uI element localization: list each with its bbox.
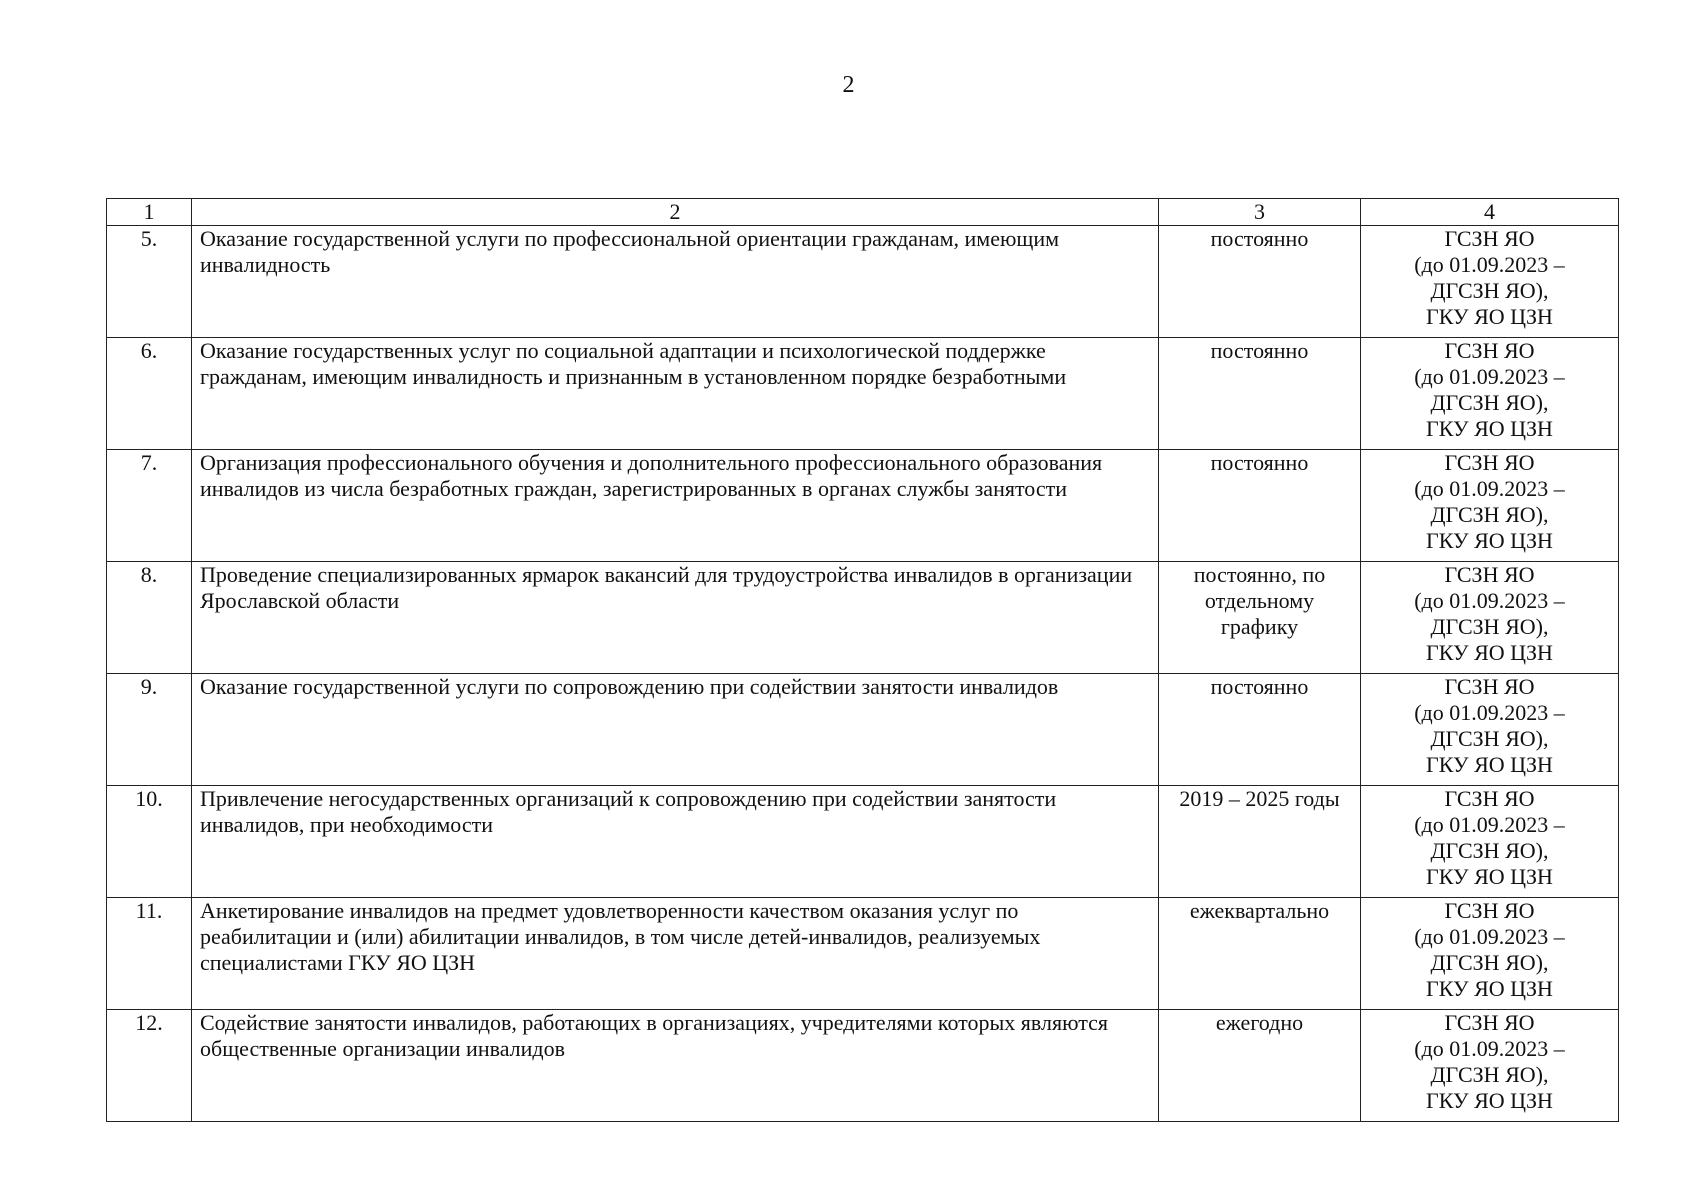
row-number: 7. <box>107 450 192 562</box>
table-row <box>107 674 1619 786</box>
table-row <box>107 338 1619 450</box>
responsible-line: ГСЗН ЯО <box>1444 562 1535 587</box>
table-row <box>107 226 1619 338</box>
responsible-line: ГКУ ЯО ЦЗН <box>1426 640 1553 665</box>
responsible-line: ГКУ ЯО ЦЗН <box>1426 1088 1553 1113</box>
activity-term: постоянно <box>1159 450 1361 562</box>
responsible-line: (до 01.09.2023 – <box>1414 364 1565 389</box>
table-row <box>107 562 1619 674</box>
column-header-1: 1 <box>107 199 192 226</box>
activity-term: 2019 – 2025 годы <box>1159 786 1361 898</box>
responsible-line: ГСЗН ЯО <box>1444 1010 1535 1035</box>
responsible-line: ГКУ ЯО ЦЗН <box>1426 416 1553 441</box>
responsible-line: ГКУ ЯО ЦЗН <box>1426 528 1553 553</box>
activity-description: Анкетирование инвалидов на предмет удовлетворенности качеством оказания услуг по реабилитации и (или) абилитации инвалидов, в том числе детей-инвалидов, реализуемых специалистами ГКУ ЯО ЦЗН <box>192 898 1159 1010</box>
activity-term: ежегодно <box>1159 1010 1361 1122</box>
activity-description: Оказание государственных услуг по социальной адаптации и психологической поддержке гражданам, имеющим инвалидность и признанным в установленном порядке безработными <box>192 338 1159 450</box>
activity-description: Привлечение негосударственных организаций к сопровождению при содействии занятости инвалидов, при необходимости <box>192 786 1159 898</box>
responsible-line: ГСЗН ЯО <box>1444 674 1535 699</box>
activity-description: Организация профессионального обучения и дополнительного профессионального образования инвалидов из числа безработных граждан, зарегистрированных в органах службы занятости <box>192 450 1159 562</box>
responsible-line: ДГСЗН ЯО), <box>1430 502 1549 527</box>
row-number: 12. <box>107 1010 192 1122</box>
responsible-line: ГСЗН ЯО <box>1444 898 1535 923</box>
responsible-executors <box>1361 1010 1619 1122</box>
table-row <box>107 898 1619 1010</box>
column-header-4: 4 <box>1361 199 1619 226</box>
row-number: 6. <box>107 338 192 450</box>
row-number: 11. <box>107 898 192 1010</box>
column-header-2: 2 <box>192 199 1159 226</box>
activity-term: постоянно, по отдельному графику <box>1159 562 1361 674</box>
activity-term: постоянно <box>1159 674 1361 786</box>
responsible-line: (до 01.09.2023 – <box>1414 476 1565 501</box>
page-number: 2 <box>842 72 855 98</box>
responsible-line: ДГСЗН ЯО), <box>1430 838 1549 863</box>
responsible-executors <box>1361 338 1619 450</box>
responsible-line: ДГСЗН ЯО), <box>1430 950 1549 975</box>
row-number: 9. <box>107 674 192 786</box>
responsible-executors <box>1361 786 1619 898</box>
table-row <box>107 786 1619 898</box>
responsible-executors <box>1361 226 1619 338</box>
responsible-line: (до 01.09.2023 – <box>1414 812 1565 837</box>
responsible-line: ГКУ ЯО ЦЗН <box>1426 976 1553 1001</box>
responsible-line: (до 01.09.2023 – <box>1414 1036 1565 1061</box>
activity-term: постоянно <box>1159 226 1361 338</box>
responsible-line: ДГСЗН ЯО), <box>1430 278 1549 303</box>
column-number-row <box>107 199 1619 226</box>
activity-description: Оказание государственной услуги по профессиональной ориентации гражданам, имеющим инвалидность <box>192 226 1159 338</box>
activities-table <box>106 198 1619 1122</box>
activity-description: Проведение специализированных ярмарок вакансий для трудоустройства инвалидов в организации Ярославской области <box>192 562 1159 674</box>
responsible-line: ГСЗН ЯО <box>1444 786 1535 811</box>
row-number: 8. <box>107 562 192 674</box>
responsible-executors <box>1361 898 1619 1010</box>
responsible-line: (до 01.09.2023 – <box>1414 588 1565 613</box>
responsible-executors <box>1361 450 1619 562</box>
responsible-line: ГСЗН ЯО <box>1444 450 1535 475</box>
row-number: 10. <box>107 786 192 898</box>
table-row <box>107 450 1619 562</box>
responsible-line: (до 01.09.2023 – <box>1414 700 1565 725</box>
activity-description: Содействие занятости инвалидов, работающих в организациях, учредителями которых являются общественные организации инвалидов <box>192 1010 1159 1122</box>
responsible-executors <box>1361 562 1619 674</box>
responsible-line: (до 01.09.2023 – <box>1414 924 1565 949</box>
responsible-line: ГКУ ЯО ЦЗН <box>1426 304 1553 329</box>
table-row <box>107 1010 1619 1122</box>
responsible-line: ДГСЗН ЯО), <box>1430 1062 1549 1087</box>
column-header-3: 3 <box>1159 199 1361 226</box>
activity-term: ежеквартально <box>1159 898 1361 1010</box>
activity-description: Оказание государственной услуги по сопровождению при содействии занятости инвалидов <box>192 674 1159 786</box>
responsible-line: ГСЗН ЯО <box>1444 338 1535 363</box>
responsible-line: ДГСЗН ЯО), <box>1430 390 1549 415</box>
responsible-line: ДГСЗН ЯО), <box>1430 726 1549 751</box>
responsible-line: ДГСЗН ЯО), <box>1430 614 1549 639</box>
responsible-line: ГКУ ЯО ЦЗН <box>1426 864 1553 889</box>
row-number: 5. <box>107 226 192 338</box>
responsible-line: ГСЗН ЯО <box>1444 226 1535 251</box>
responsible-line: ГКУ ЯО ЦЗН <box>1426 752 1553 777</box>
responsible-executors <box>1361 674 1619 786</box>
activity-term: постоянно <box>1159 338 1361 450</box>
responsible-line: (до 01.09.2023 – <box>1414 252 1565 277</box>
